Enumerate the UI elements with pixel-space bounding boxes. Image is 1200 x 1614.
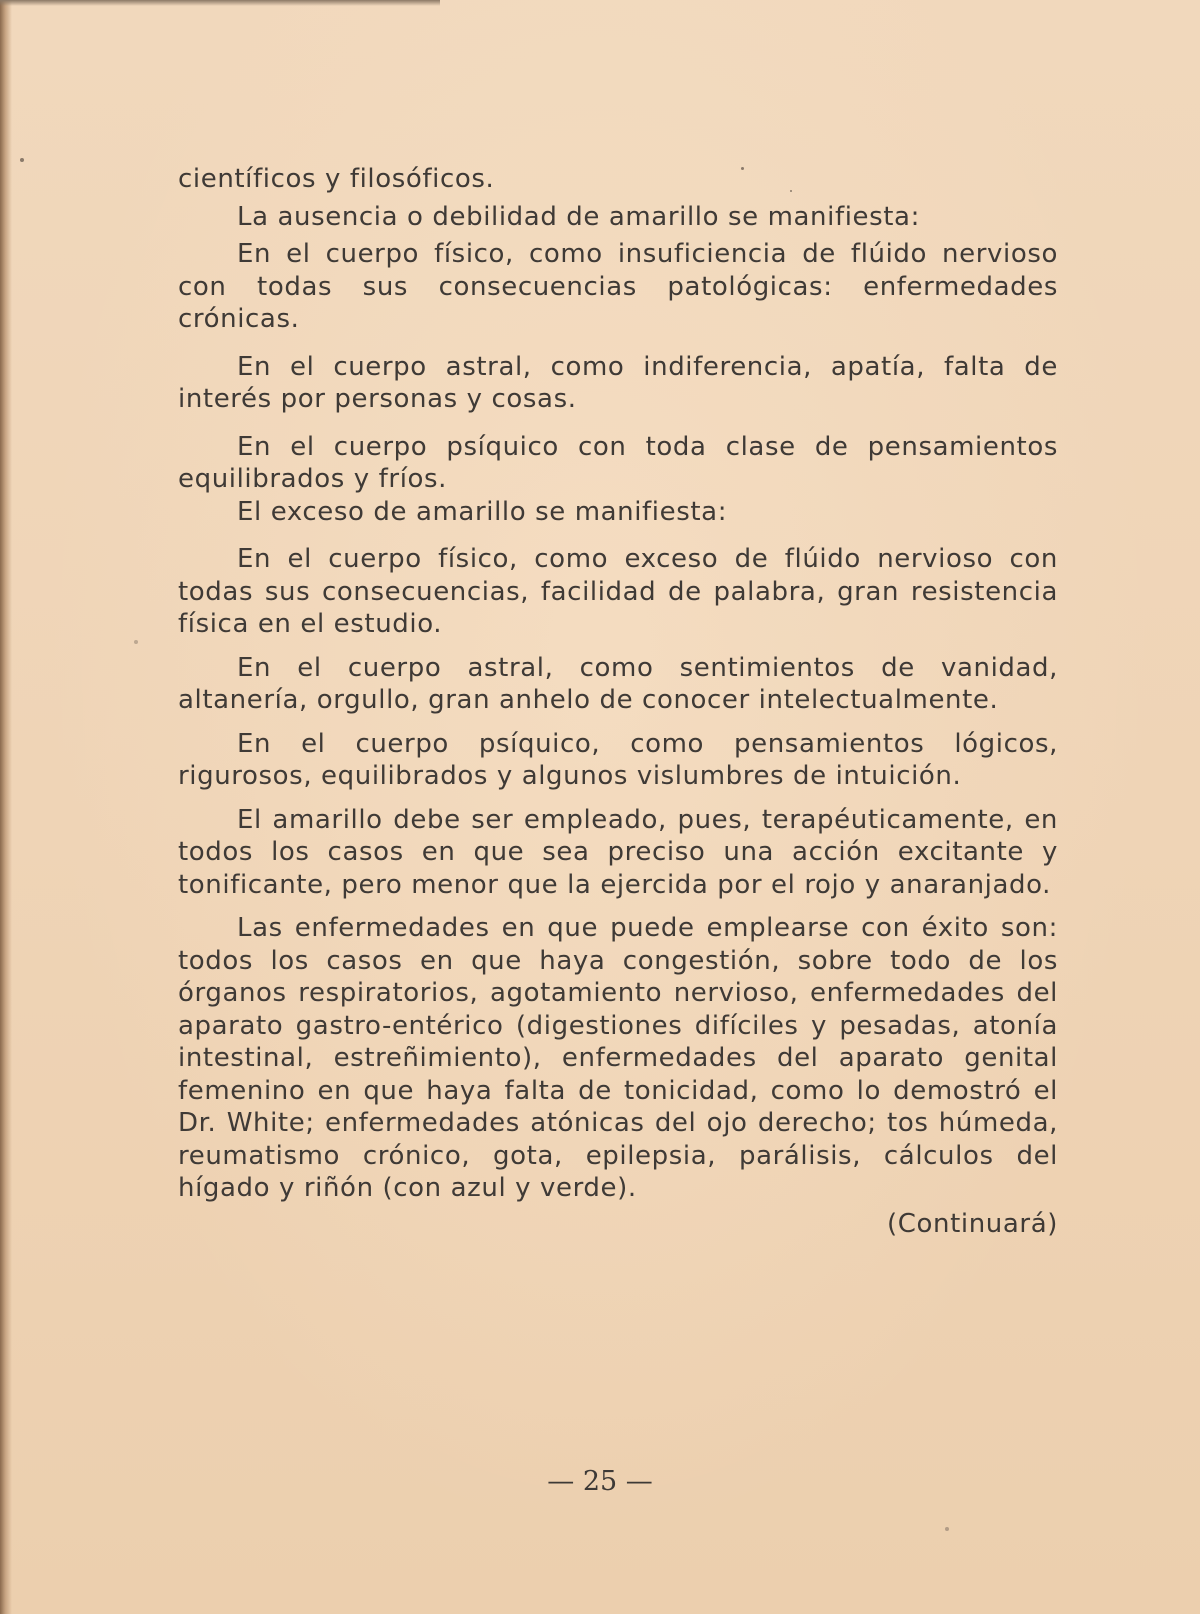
paragraph: En el cuerpo astral, como indiferencia, apatía, falta de interés por personas y cosas. [178, 351, 1058, 414]
page-top-edge [0, 0, 440, 6]
paragraph: El exceso de amarillo se manifiesta: [237, 496, 728, 527]
paragraph: En el cuerpo psíquico con toda clase de pensamientos equilibrados y fríos. [178, 431, 1058, 494]
paragraph: científicos y filosóficos. [178, 164, 495, 194]
paper-speck [945, 1527, 949, 1531]
paragraph: El amarillo debe ser empleado, pues, terapéuticamente, en todos los casos en que sea preciso una acción excitante y tonificante, pero menor que la ejercida por el rojo y anaranjado. [178, 804, 1058, 900]
page-number: — 25 — [547, 1466, 653, 1497]
paragraph: En el cuerpo astral, como sentimientos de vanidad, altanería, orgullo, gran anhelo de conocer intelectualmente. [178, 652, 1058, 715]
paragraph: En el cuerpo físico, como exceso de flúido nervioso con todas sus consecuencias, facilidad de palabra, gran resistencia física en el estudio. [178, 544, 1058, 639]
article-text [178, 163, 1058, 1240]
continuation-note: (Continuará) [887, 1208, 1058, 1239]
paragraph: En el cuerpo psíquico, como pensamientos lógicos, rigurosos, equilibrados y algunos vislumbres de intuición. [178, 728, 1058, 791]
paper-speck [134, 640, 138, 644]
paper-speck [20, 158, 24, 162]
paragraph: En el cuerpo físico, como insuficiencia de flúido nervioso con todas sus consecuencias patológicas: enfermedades crónicas. [178, 239, 1058, 334]
paragraph: La ausencia o debilidad de amarillo se manifiesta: [237, 201, 920, 232]
paragraph: Las enfermedades en que puede emplearse con éxito son: todos los casos en que haya congestión, sobre todo de los órganos respiratorios, agotamiento nervioso, enfermedades del aparato gastro-entérico (digestiones difíciles y pesadas, atonía intestinal, estreñimiento), enfermedades del aparato genital femenino en que haya falta de tonicidad, como lo demostró el Dr. White; enfermedades atónicas del ojo derecho; tos húmeda, reumatismo crónico, gota, epilepsia, parálisis, cálculos del hígado y riñón (con azul y verde). [178, 913, 1058, 1203]
page-left-edge [0, 0, 12, 1614]
